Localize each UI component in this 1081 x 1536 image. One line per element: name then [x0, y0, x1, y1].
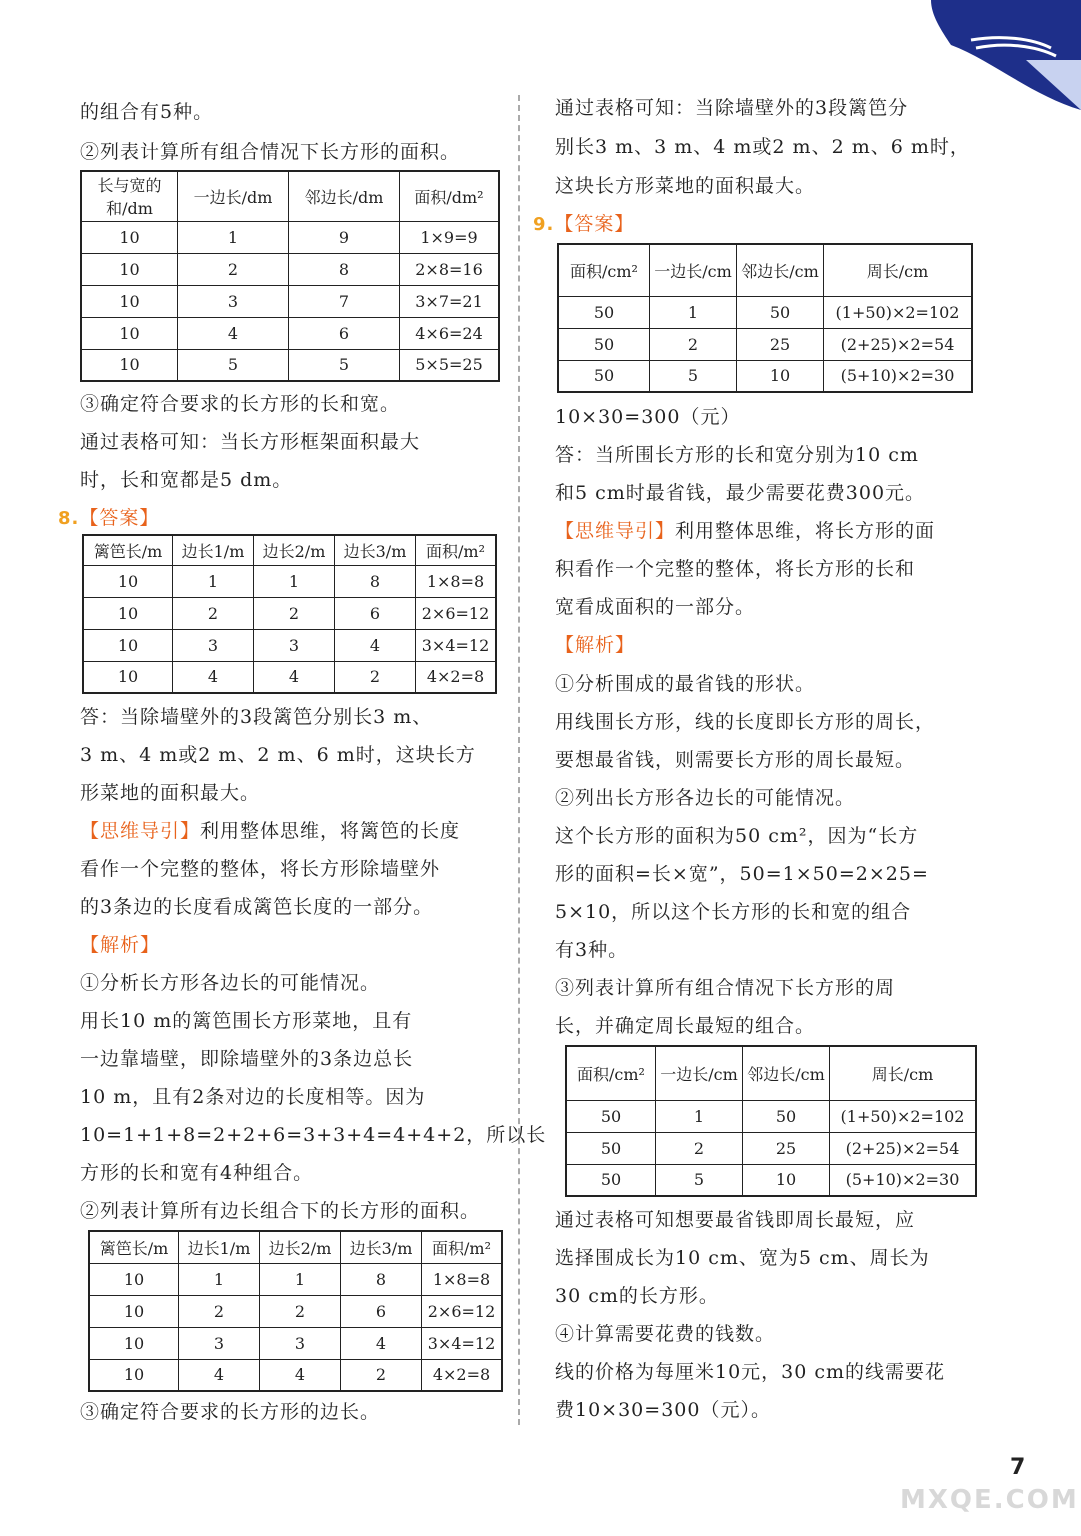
table-cell: 10 [89, 1295, 179, 1327]
text-line: 用线围长方形，线的长度即长方形的周长， [555, 711, 936, 733]
table-cell: 10 [89, 1327, 179, 1359]
table-cell: 2 [341, 1359, 422, 1391]
text-line: 别长3 m、3 m、4 m或2 m、2 m、6 m时， [555, 136, 970, 158]
table-cell: 4×2=8 [422, 1359, 503, 1391]
table-cell: 2 [179, 1295, 260, 1327]
table-row [81, 285, 499, 317]
text-line: 要想最省钱，则需要长方形的周长最短。 [555, 749, 916, 771]
text-line: ②列表计算所有边长组合下的长方形的面积。 [80, 1200, 481, 1222]
table-cell: 50 [566, 1164, 656, 1196]
table-row [89, 1295, 502, 1327]
table-cell: 10 [83, 629, 173, 661]
text-line: 10×30=300（元） [555, 406, 741, 428]
table-row [81, 221, 499, 253]
table-cell: 4 [173, 661, 254, 693]
table-cell: 4 [335, 629, 416, 661]
table-row [83, 661, 496, 693]
text-line: ③确定符合要求的长方形的长和宽。 [80, 393, 401, 415]
table-cell: 3 [173, 629, 254, 661]
table-cell: 2 [260, 1295, 341, 1327]
text-line: 5×10，所以这个长方形的长和宽的组合 [555, 901, 912, 923]
text-line: 通过表格可知：当除墙壁外的3段篱笆分 [555, 97, 909, 119]
table-cell: 10 [89, 1359, 179, 1391]
table-row [89, 1327, 502, 1359]
text-line: 时，长和宽都是5 dm。 [80, 469, 293, 491]
text-line: 和5 cm时最省钱，最少需要花费300元。 [555, 482, 926, 504]
table-cell: (2+25)×2=54 [824, 328, 973, 360]
table-header: 边长1/m [179, 1231, 260, 1263]
text-line: 【思维导引】利用整体思维，将篱笆的长度 [80, 820, 461, 842]
table-cell: 25 [737, 328, 824, 360]
text-line: ③列表计算所有组合情况下长方形的周 [555, 977, 896, 999]
text-line: 选择围成长为10 cm、宽为5 cm、周长为 [555, 1247, 930, 1269]
text-line: 线的价格为每厘米10元，30 cm的线需要花 [555, 1361, 946, 1383]
table-cell: 3×7=21 [400, 285, 500, 317]
table-cell: 4×2=8 [416, 661, 497, 693]
table-cell: 1×8=8 [422, 1263, 503, 1295]
perimeter-table-2 [565, 1045, 977, 1197]
table-header: 邻边长/cm [743, 1046, 830, 1100]
table-cell: 8 [335, 565, 416, 597]
table-cell: 50 [558, 328, 650, 360]
table-cell: 10 [83, 661, 173, 693]
text-line: 费10×30=300（元）。 [555, 1399, 771, 1421]
table-cell: (2+25)×2=54 [830, 1132, 977, 1164]
text-line: 【思维导引】利用整体思维，将长方形的面 [555, 520, 936, 542]
table-cell: 50 [566, 1100, 656, 1132]
table-cell: 10 [81, 349, 178, 381]
table-cell: 6 [341, 1295, 422, 1327]
table-cell: 2 [656, 1132, 743, 1164]
table-cell: (5+10)×2=30 [830, 1164, 977, 1196]
table-header: 面积/cm² [566, 1046, 656, 1100]
table-cell: 6 [289, 317, 400, 349]
table-cell: 5 [178, 349, 289, 381]
text-line: 长，并确定周长最短的组合。 [555, 1015, 816, 1037]
table-cell: 1 [656, 1100, 743, 1132]
table-header: 篱笆长/m [83, 535, 173, 565]
table-cell: 1 [260, 1263, 341, 1295]
table-row [83, 597, 496, 629]
area-table-2 [82, 534, 497, 694]
text-line: 这块长方形菜地的面积最大。 [555, 175, 816, 197]
text-line: 的组合有5种。 [80, 101, 214, 123]
text-line: 宽看成面积的一部分。 [555, 596, 756, 618]
text-line: 形菜地的面积最大。 [80, 782, 261, 804]
question-8-heading [58, 506, 159, 531]
table-cell: 4×6=24 [400, 317, 500, 349]
table-header: 面积/m² [422, 1231, 503, 1263]
text-line: 一边靠墙壁，即除墙壁外的3条边总长 [80, 1048, 414, 1070]
table-cell: 50 [558, 360, 650, 392]
table-cell: 4 [178, 317, 289, 349]
table-header: 一边长/dm [178, 171, 289, 221]
table-cell: (1+50)×2=102 [830, 1100, 977, 1132]
table-row [89, 1359, 502, 1391]
table-header: 边长2/m [254, 535, 335, 565]
table-cell: 1 [173, 565, 254, 597]
question-9-heading [533, 212, 634, 237]
table-cell: 10 [737, 360, 824, 392]
text-line: 通过表格可知：当长方形框架面积最大 [80, 431, 421, 453]
table-header: 边长1/m [173, 535, 254, 565]
table-header: 长与宽的和/dm [81, 171, 178, 221]
table-cell: 2 [254, 597, 335, 629]
table-cell: 10 [81, 221, 178, 253]
table-row [558, 360, 972, 392]
text-line: 的3条边的长度看成篱笆长度的一部分。 [80, 896, 434, 918]
table-cell: 5 [289, 349, 400, 381]
table-cell: 8 [341, 1263, 422, 1295]
table-header: 边长3/m [341, 1231, 422, 1263]
table-row [83, 565, 496, 597]
table-header: 周长/cm [824, 244, 973, 296]
table-header: 面积/cm² [558, 244, 650, 296]
table-row [81, 253, 499, 285]
table-cell: (1+50)×2=102 [824, 296, 973, 328]
table-cell: 8 [289, 253, 400, 285]
table-row [81, 317, 499, 349]
table-cell: 50 [566, 1132, 656, 1164]
table-cell: 3×4=12 [416, 629, 497, 661]
text-line: ②列表计算所有组合情况下长方形的面积。 [80, 141, 461, 163]
table-cell: 2 [178, 253, 289, 285]
table-cell: 2 [650, 328, 737, 360]
table-cell: 50 [558, 296, 650, 328]
table-cell: (5+10)×2=30 [824, 360, 973, 392]
question-number: 9. [533, 214, 555, 235]
watermark: MXQE.COM [900, 1485, 1079, 1515]
table-header: 边长3/m [335, 535, 416, 565]
table-cell: 10 [81, 317, 178, 349]
text-line: 积看作一个完整的整体，将长方形的长和 [555, 558, 916, 580]
question-number: 8. [58, 508, 80, 529]
text-line: 用长10 m的篱笆围长方形菜地，且有 [80, 1010, 413, 1032]
table-row [566, 1164, 976, 1196]
table-cell: 10 [83, 597, 173, 629]
table-cell: 25 [743, 1132, 830, 1164]
table-row [89, 1263, 502, 1295]
table-cell: 2×6=12 [416, 597, 497, 629]
table-cell: 50 [743, 1100, 830, 1132]
text-line: ④计算需要花费的钱数。 [555, 1323, 776, 1345]
table-cell: 5×5=25 [400, 349, 500, 381]
answer-tag: 【答案】 [79, 507, 160, 529]
table-cell: 10 [81, 285, 178, 317]
page-number: 7 [1010, 1455, 1026, 1480]
table-cell: 9 [289, 221, 400, 253]
table-cell: 4 [254, 661, 335, 693]
text-line: 通过表格可知想要最省钱即周长最短，应 [555, 1209, 916, 1231]
table-cell: 1 [178, 221, 289, 253]
table-header: 篱笆长/m [89, 1231, 179, 1263]
text-line: 这个长方形的面积为50 cm²，因为“长方 [555, 825, 919, 847]
table-cell: 5 [650, 360, 737, 392]
table-row [83, 629, 496, 661]
text-line: 看作一个完整的整体，将长方形除墙壁外 [80, 858, 441, 880]
thinking-guide-tag: 【思维导引】 [80, 820, 201, 842]
table-cell: 1×8=8 [416, 565, 497, 597]
table-row [81, 349, 499, 381]
text-line: ①分析长方形各边长的可能情况。 [80, 972, 381, 994]
perimeter-table-1 [557, 243, 973, 393]
table-header: 邻边长/dm [289, 171, 400, 221]
text-line: ③确定符合要求的长方形的边长。 [80, 1401, 381, 1423]
table-cell: 4 [341, 1327, 422, 1359]
table-cell: 1 [179, 1263, 260, 1295]
text-line: 形的面积=长×宽”，50=1×50=2×25= [555, 863, 929, 885]
table-header: 一边长/cm [650, 244, 737, 296]
table-cell: 1 [650, 296, 737, 328]
table-row [558, 296, 972, 328]
text-line: ②列出长方形各边长的可能情况。 [555, 787, 856, 809]
table-header: 边长2/m [260, 1231, 341, 1263]
text-line: 3 m、4 m或2 m、2 m、6 m时，这块长方 [80, 744, 476, 766]
table-cell: 3 [260, 1327, 341, 1359]
text-line: ①分析围成的最省钱的形状。 [555, 673, 816, 695]
analysis-tag: 【解析】 [555, 634, 636, 656]
table-header: 一边长/cm [656, 1046, 743, 1100]
table-cell: 10 [81, 253, 178, 285]
table-header: 面积/dm² [400, 171, 500, 221]
text-line: 有3种。 [555, 939, 629, 961]
table-cell: 3×4=12 [422, 1327, 503, 1359]
table-cell: 2 [173, 597, 254, 629]
answer-tag: 【答案】 [554, 213, 635, 235]
table-cell: 10 [89, 1263, 179, 1295]
table-cell: 3 [179, 1327, 260, 1359]
table-row [558, 328, 972, 360]
table-cell: 1×9=9 [400, 221, 500, 253]
table-cell: 10 [83, 565, 173, 597]
thinking-guide-tag: 【思维导引】 [555, 520, 676, 542]
table-row [566, 1132, 976, 1164]
table-cell: 1 [254, 565, 335, 597]
table-header: 面积/m² [416, 535, 497, 565]
table-cell: 50 [737, 296, 824, 328]
text-line: 30 cm的长方形。 [555, 1285, 719, 1307]
area-table-1 [80, 170, 500, 382]
table-header: 邻边长/cm [737, 244, 824, 296]
table-cell: 2 [335, 661, 416, 693]
text-line: 答：当除墙壁外的3段篱笆分别长3 m、 [80, 706, 433, 728]
analysis-tag: 【解析】 [80, 934, 161, 956]
table-cell: 5 [656, 1164, 743, 1196]
text-line: 10 m，且有2条对边的长度相等。因为 [80, 1086, 426, 1108]
table-cell: 7 [289, 285, 400, 317]
table-cell: 10 [743, 1164, 830, 1196]
table-cell: 4 [260, 1359, 341, 1391]
table-cell: 2×6=12 [422, 1295, 503, 1327]
table-cell: 3 [254, 629, 335, 661]
table-cell: 2×8=16 [400, 253, 500, 285]
table-cell: 4 [179, 1359, 260, 1391]
area-table-3 [88, 1230, 503, 1392]
table-cell: 6 [335, 597, 416, 629]
table-header: 周长/cm [830, 1046, 977, 1100]
corner-decoration [851, 0, 1081, 110]
column-divider [518, 95, 520, 1425]
table-row [566, 1100, 976, 1132]
text-line: 答：当所围长方形的长和宽分别为10 cm [555, 444, 919, 466]
text-line: 10=1+1+8=2+2+6=3+3+4=4+4+2，所以长 [80, 1124, 547, 1146]
table-cell: 3 [178, 285, 289, 317]
text-line: 方形的长和宽有4种组合。 [80, 1162, 314, 1184]
